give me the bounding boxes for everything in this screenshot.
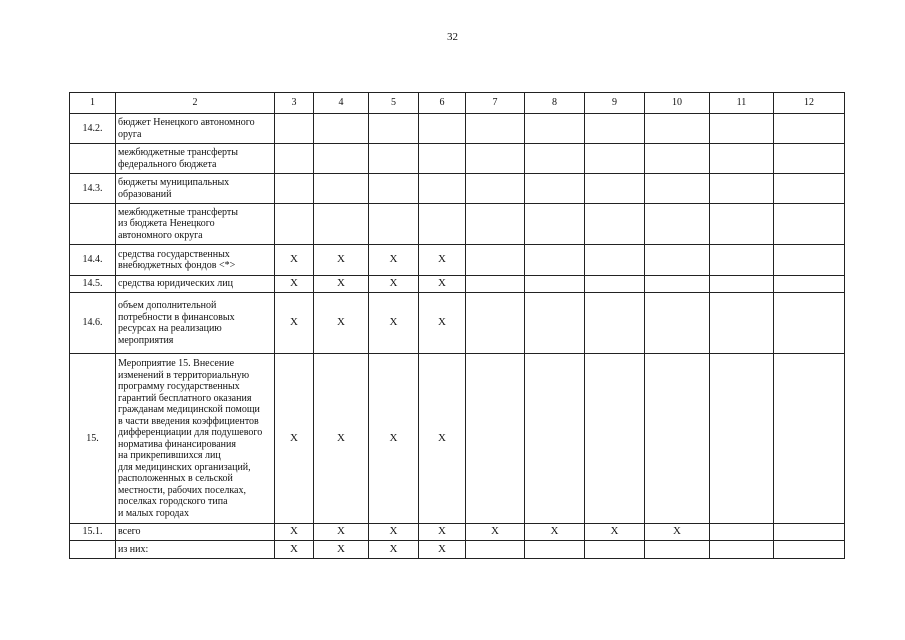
- table-cell: [419, 144, 466, 174]
- table-row: [70, 354, 845, 524]
- table-cell: X: [275, 541, 314, 559]
- row-number: 14.4.: [70, 245, 116, 276]
- table-cell: X: [466, 524, 525, 541]
- table-cell: [645, 245, 710, 276]
- table-cell: X: [275, 524, 314, 541]
- header-cell: 12: [774, 93, 845, 114]
- row-number: [70, 541, 116, 559]
- header-cell: 2: [116, 93, 275, 114]
- table-cell: [525, 144, 585, 174]
- row-description: межбюджетные трансферты федерального бюджета: [116, 144, 275, 174]
- table-cell: [710, 276, 774, 293]
- row-description: межбюджетные трансферты из бюджета Ненецкого автономного округа: [116, 204, 275, 245]
- table-cell: [774, 293, 845, 354]
- table-cell: [645, 276, 710, 293]
- table-row: [70, 541, 845, 559]
- table-cell: [710, 114, 774, 144]
- table-cell: [419, 114, 466, 144]
- table-cell: [525, 276, 585, 293]
- table-cell: X: [419, 245, 466, 276]
- table-cell: [585, 144, 645, 174]
- header-cell: 8: [525, 93, 585, 114]
- table-cell: [314, 174, 369, 204]
- table-cell: [710, 293, 774, 354]
- table-cell: [645, 293, 710, 354]
- table-cell: X: [419, 524, 466, 541]
- table-cell: [466, 354, 525, 524]
- table-cell: [314, 144, 369, 174]
- table-cell: [774, 245, 845, 276]
- table-cell: [525, 293, 585, 354]
- row-number: 14.3.: [70, 174, 116, 204]
- row-description: бюджеты муниципальных образований: [116, 174, 275, 204]
- table-cell: X: [275, 245, 314, 276]
- row-number: 14.5.: [70, 276, 116, 293]
- table-cell: X: [314, 524, 369, 541]
- table-cell: [466, 293, 525, 354]
- table-cell: [645, 354, 710, 524]
- table-cell: [466, 276, 525, 293]
- table-cell: [585, 276, 645, 293]
- table-cell: [466, 245, 525, 276]
- table-cell: X: [645, 524, 710, 541]
- table-cell: [525, 204, 585, 245]
- data-table: [69, 92, 845, 559]
- table-row: [70, 174, 845, 204]
- table-cell: X: [419, 354, 466, 524]
- row-number: 14.2.: [70, 114, 116, 144]
- table-cell: X: [419, 293, 466, 354]
- table-cell: [774, 276, 845, 293]
- row-number: [70, 204, 116, 245]
- table-cell: [585, 541, 645, 559]
- table-cell: [774, 204, 845, 245]
- table-cell: [275, 144, 314, 174]
- table-cell: [585, 354, 645, 524]
- table-cell: X: [525, 524, 585, 541]
- table-cell: [275, 204, 314, 245]
- table-cell: [774, 144, 845, 174]
- table-cell: [585, 114, 645, 144]
- table-cell: [419, 204, 466, 245]
- table-cell: [275, 114, 314, 144]
- table-cell: X: [314, 245, 369, 276]
- table-cell: [466, 144, 525, 174]
- table-cell: [466, 174, 525, 204]
- table-cell: [525, 114, 585, 144]
- table-cell: [369, 174, 419, 204]
- header-cell: 7: [466, 93, 525, 114]
- table-cell: [525, 174, 585, 204]
- table-cell: [525, 245, 585, 276]
- table-cell: [525, 354, 585, 524]
- table-cell: [645, 114, 710, 144]
- header-cell: 1: [70, 93, 116, 114]
- table-cell: [710, 174, 774, 204]
- table-cell: X: [314, 541, 369, 559]
- table-cell: [585, 293, 645, 354]
- row-number: 14.6.: [70, 293, 116, 354]
- table-cell: X: [314, 293, 369, 354]
- table-cell: [774, 354, 845, 524]
- table-cell: [314, 204, 369, 245]
- table-cell: [369, 204, 419, 245]
- table-cell: [710, 144, 774, 174]
- table-cell: [369, 144, 419, 174]
- table-cell: [466, 204, 525, 245]
- table-cell: [645, 204, 710, 245]
- table-cell: [525, 541, 585, 559]
- row-description: средства государственных внебюджетных фондов <*>: [116, 245, 275, 276]
- table-row: [70, 204, 845, 245]
- table-cell: X: [369, 245, 419, 276]
- table-row: [70, 245, 845, 276]
- table-row: [70, 144, 845, 174]
- row-description: бюджет Ненецкого автономного оруга: [116, 114, 275, 144]
- table-cell: X: [275, 276, 314, 293]
- row-description: всего: [116, 524, 275, 541]
- table-row: [70, 524, 845, 541]
- table-cell: X: [369, 293, 419, 354]
- table-cell: [774, 524, 845, 541]
- table-cell: X: [419, 276, 466, 293]
- table-cell: X: [275, 354, 314, 524]
- table-cell: [774, 174, 845, 204]
- table-row: [70, 276, 845, 293]
- header-cell: 10: [645, 93, 710, 114]
- table-cell: [275, 174, 314, 204]
- table-cell: [710, 541, 774, 559]
- table-cell: [710, 245, 774, 276]
- table-cell: X: [369, 276, 419, 293]
- table-cell: [585, 245, 645, 276]
- table-cell: X: [314, 354, 369, 524]
- header-row: [70, 93, 845, 114]
- table-cell: X: [369, 524, 419, 541]
- table-cell: [645, 541, 710, 559]
- row-number: [70, 144, 116, 174]
- table-cell: [774, 541, 845, 559]
- row-number: 15.1.: [70, 524, 116, 541]
- table-cell: X: [419, 541, 466, 559]
- table-row: [70, 114, 845, 144]
- header-cell: 11: [710, 93, 774, 114]
- table-row: [70, 293, 845, 354]
- table-cell: [466, 114, 525, 144]
- row-description: средства юридических лиц: [116, 276, 275, 293]
- table-cell: [419, 174, 466, 204]
- table-cell: [369, 114, 419, 144]
- header-cell: 6: [419, 93, 466, 114]
- row-description: Мероприятие 15. Внесение изменений в территориальную программу государственных гарантий бесплатного оказания гражданам медицинской помощи в части введения коэффициентов дифференциации для подушевого норматива финансирования на прикрепившихся лиц для медицинских организаций, расположенных в сельской местности, рабочих поселках, поселках городского типа и малых городах: [116, 354, 275, 524]
- row-number: 15.: [70, 354, 116, 524]
- table-cell: X: [275, 293, 314, 354]
- table-cell: X: [314, 276, 369, 293]
- table-cell: [710, 354, 774, 524]
- page-number: 32: [447, 31, 458, 43]
- table-cell: [585, 204, 645, 245]
- table-cell: [314, 114, 369, 144]
- table-cell: [645, 144, 710, 174]
- table-cell: X: [585, 524, 645, 541]
- table-cell: [710, 204, 774, 245]
- table-cell: X: [369, 354, 419, 524]
- table-cell: [645, 174, 710, 204]
- row-description: объем дополнительной потребности в финансовых ресурсах на реализацию мероприятия: [116, 293, 275, 354]
- row-description: из них:: [116, 541, 275, 559]
- table-cell: [774, 114, 845, 144]
- header-cell: 3: [275, 93, 314, 114]
- table-cell: [466, 541, 525, 559]
- header-cell: 5: [369, 93, 419, 114]
- header-cell: 4: [314, 93, 369, 114]
- table-cell: [710, 524, 774, 541]
- table-cell: [585, 174, 645, 204]
- table-cell: X: [369, 541, 419, 559]
- header-cell: 9: [585, 93, 645, 114]
